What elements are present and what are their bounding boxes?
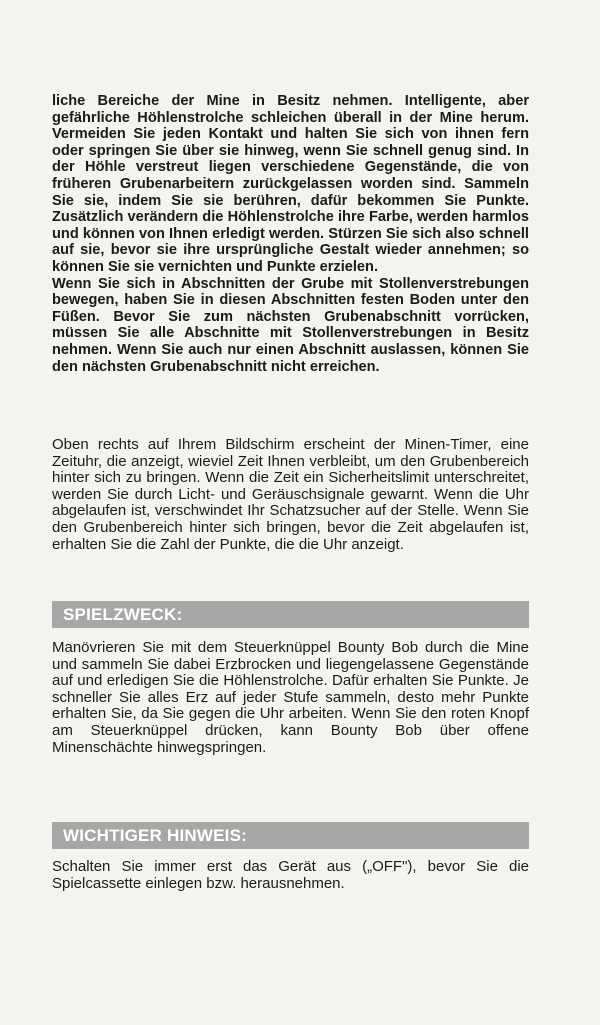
- intro-paragraph-2: Wenn Sie sich in Abschnitten der Grube mit Stollenverstrebungen bewegen, haben Sie in diesen Abschnitten festen Boden unter den Füßen. Bevor Sie zum nächsten Grubenabschnitt vorrücken, müssen Sie alle Abschnitte mit Stollenverstrebungen in Besitz nehmen. Wenn Sie auch nur einen Abschnitt auslassen, können Sie den nächsten Grubenabschnitt nicht erreichen.: [52, 275, 529, 375]
- spielzweck-heading-bar: [52, 601, 529, 628]
- intro-bold-block: [52, 93, 529, 375]
- spielzweck-heading: SPIELZWECK:: [63, 605, 183, 624]
- hinweis-heading: WICHTIGER HINWEIS:: [63, 826, 247, 845]
- timer-paragraph: Oben rechts auf Ihrem Bildschirm erscheint der Minen-Timer, eine Zeituhr, die anzeigt, wieviel Zeit Ihnen verbleibt, um den Grubenbereich hinter sich zu bringen. Wenn die Zeit ein Sicherheitslimit unterschreitet, werden Sie durch Licht- und Geräuschsignale gewarnt. Wenn die Uhr abgelaufen ist, verschwindet Ihr Schatzsucher auf der Stelle. Wenn Sie den Grubenbereich hinter sich bringen, bevor die Zeit abgelaufen ist, erhalten Sie die Zahl der Punkte, die die Uhr anzeigt.: [52, 436, 529, 553]
- hinweis-paragraph: Schalten Sie immer erst das Gerät aus („OFF"), bevor Sie die Spielcassette einlegen bzw. herausnehmen.: [52, 858, 529, 892]
- hinweis-heading-bar: [52, 822, 529, 849]
- spielzweck-paragraph: Manövrieren Sie mit dem Steuerknüppel Bounty Bob durch die Mine und sammeln Sie dabei Erzbrocken und liegengelassene Gegenstände auf und erledigen Sie die Höhlenstrolche. Dafür erhalten Sie Punkte. Je schneller Sie alles Erz auf jeder Stufe sammeln, desto mehr Punkte erhalten Sie, da Sie gegen die Uhr arbeiten. Wenn Sie den roten Knopf am Steuerknüppel drücken, kann Bounty Bob über offene Minenschächte hinwegspringen.: [52, 639, 529, 756]
- intro-paragraph-1: liche Bereiche der Mine in Besitz nehmen. Intelligente, aber gefährliche Höhlenstrolche schleichen überall in der Mine herum. Vermeiden Sie jeden Kontakt und halten Sie sich von ihnen fern oder springen Sie über sie hinweg, wenn Sie schnell genug sind. In der Höhle verstreut liegen verschiedene Gegenstände, die von früheren Grubenarbeitern zurückgelassen worden sind. Sammeln Sie sie, indem Sie sie berühren, dafür bekommen Sie Punkte. Zusätzlich verändern die Höhlenstrolche ihre Farbe, werden harmlos und können von Ihnen erledigt werden. Stürzen Sie sich also schnell auf sie, bevor sie ihre ursprüngliche Gestalt wieder annehmen; so können Sie sie vernichten und Punkte erzielen.: [52, 93, 529, 275]
